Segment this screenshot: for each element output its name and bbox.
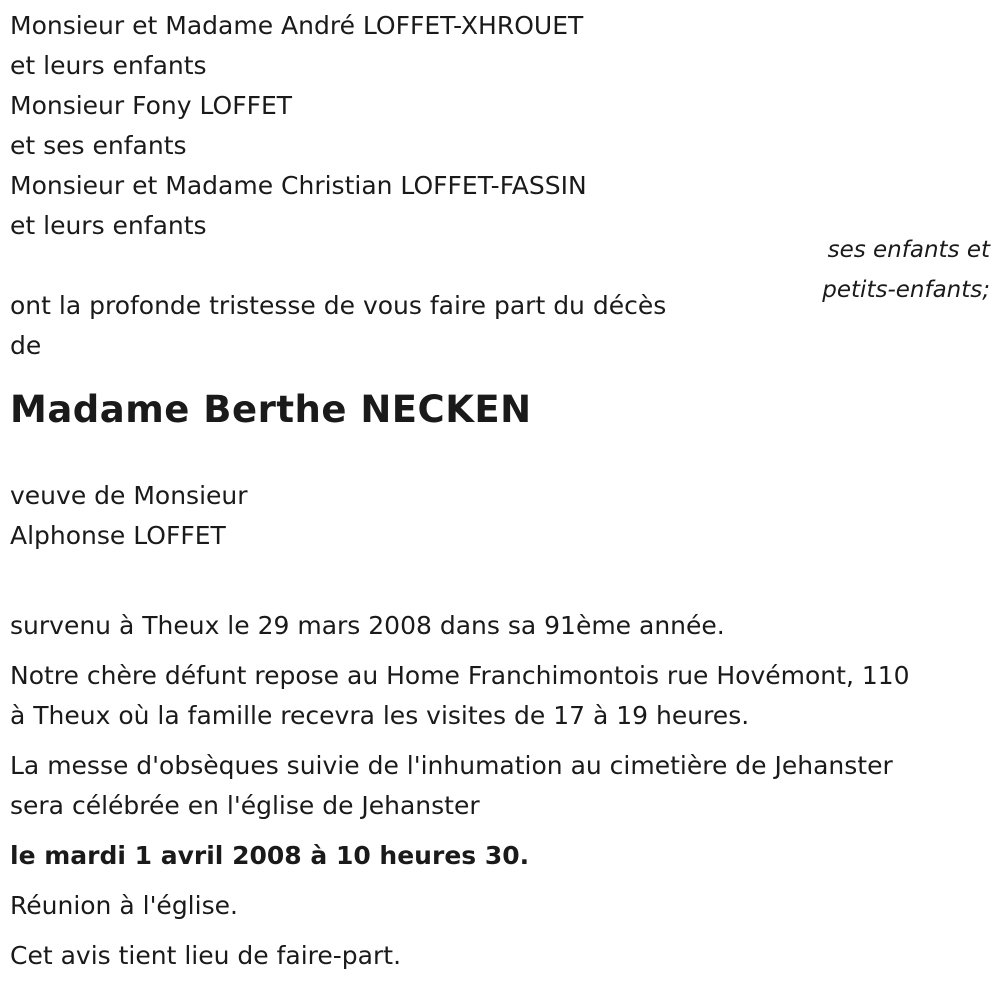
- side-note-line: petits-enfants;: [822, 277, 990, 303]
- meeting-info: [10, 886, 990, 926]
- family-line: et leurs enfants: [10, 51, 207, 80]
- closing-note: [10, 936, 990, 976]
- death-info: [10, 606, 990, 646]
- family-line: Monsieur Fony LOFFET: [10, 91, 293, 120]
- rest-info-line: Notre chère défunt repose au Home Franchimontois rue Hovémont, 110: [10, 661, 910, 690]
- closing-line: Cet avis tient lieu de faire-part.: [10, 941, 402, 970]
- mass-info-line: sera célébrée en l'église de Jehanster: [10, 791, 480, 820]
- obituary-notice: [10, 6, 990, 976]
- spacer: [10, 556, 990, 596]
- ceremony-date: [10, 836, 990, 876]
- family-line: et leurs enfants: [10, 211, 207, 240]
- side-note-line: ses enfants et: [827, 237, 990, 263]
- family-line: et ses enfants: [10, 131, 187, 160]
- family-list: [10, 6, 990, 246]
- ceremony-date-line: le mardi 1 avril 2008 à 10 heures 30.: [10, 841, 530, 870]
- spouse-info: [10, 476, 990, 556]
- spouse-line: veuve de Monsieur: [10, 481, 248, 510]
- announcement-line: ont la profonde tristesse de vous faire part du décès: [10, 291, 667, 320]
- rest-info-line: à Theux où la famille recevra les visites de 17 à 19 heures.: [10, 701, 750, 730]
- family-line: Monsieur et Madame André LOFFET-XHROUET: [10, 11, 584, 40]
- death-info-line: survenu à Theux le 29 mars 2008 dans sa 91ème année.: [10, 611, 725, 640]
- spouse-line: Alphonse LOFFET: [10, 521, 226, 550]
- meeting-line: Réunion à l'église.: [10, 891, 238, 920]
- side-note: [822, 230, 990, 310]
- mass-info: [10, 746, 990, 826]
- announcement-line: de: [10, 331, 42, 360]
- deceased-name: Madame Berthe NECKEN: [10, 388, 532, 431]
- mass-info-line: La messe d'obsèques suivie de l'inhumation au cimetière de Jehanster: [10, 751, 893, 780]
- rest-info: [10, 656, 990, 736]
- family-line: Monsieur et Madame Christian LOFFET-FASSIN: [10, 171, 587, 200]
